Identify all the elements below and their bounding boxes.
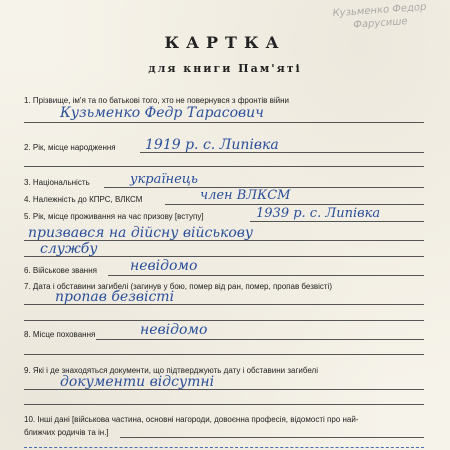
field-10-handwriting-cutoff [24, 447, 424, 448]
field-1-line [24, 122, 424, 123]
field-7-value: пропав безвісті [55, 289, 175, 305]
field-3-label: 3. Національність [24, 178, 90, 187]
card-subtitle: для книги Пам'яті [148, 62, 302, 75]
field-5-line [250, 221, 424, 222]
field-8-line-b [24, 354, 424, 355]
field-6-label: 6. Військове звання [24, 266, 97, 275]
field-9-line-b [24, 404, 424, 405]
field-8-line [96, 339, 424, 340]
field-10-line [120, 437, 424, 438]
field-5-value-cont2: службу [40, 241, 98, 257]
field-7-line-b [24, 320, 424, 321]
field-1-value: Кузьменко Федр Тарасович [60, 105, 264, 121]
field-2-line-b [24, 166, 424, 167]
field-8-value: невідомо [140, 322, 208, 338]
field-2-label: 2. Рік, місце народження [24, 143, 116, 152]
pencil-annotation: Кузьменко Федор Фарусише [332, 1, 427, 31]
field-6-line [108, 275, 424, 276]
field-9-value: документи відсутні [60, 374, 215, 390]
field-10-label-cont: ближчих родичів та ін.] [24, 428, 109, 437]
field-4-value: член ВЛКСМ [200, 188, 291, 203]
field-4-line [165, 204, 424, 205]
field-5-value: 1939 р. с. Липівка [256, 206, 381, 221]
card-title: КАРТКА [164, 33, 286, 52]
field-6-value: невідомо [130, 258, 198, 274]
field-9-label: 9. Які і де знаходяться документи, що підтверджують дату і обставини загибелі [24, 366, 318, 375]
field-3-value: українець [130, 172, 198, 187]
field-5-label: 5. Рік, місце проживання на час призову [вступу] [24, 212, 204, 221]
field-1-label: 1. Прізвище, ім'я та по батькові того, хто не повернувся з фронтів війни [24, 96, 290, 105]
field-5-value-cont1: призвався на дійсну військову [28, 225, 254, 241]
field-7-label: 7. Дата і обставини загибелі (загинув у бою, помер від ран, помер, пропав безвісті) [24, 282, 332, 291]
field-8-label: 8. Місце поховання [24, 330, 96, 339]
field-2-value: 1919 р. с. Липівка [145, 137, 279, 153]
field-10-label: 10. Інші дані [військова частина, основні нагороди, довоєнна професія, відомості про най- [24, 415, 359, 424]
field-4-label: 4. Належність до КПРС, ВЛКСМ [24, 195, 143, 204]
